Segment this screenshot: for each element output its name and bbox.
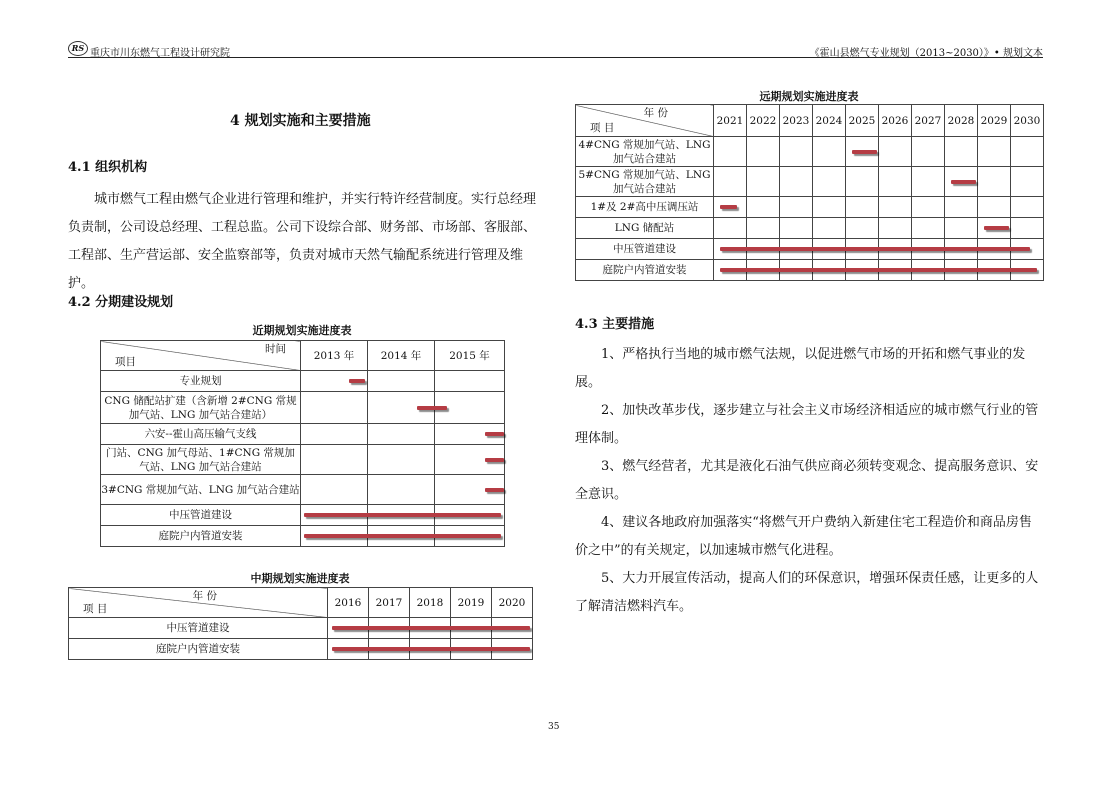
mid-table-caption: 中期规划实施进度表 [250,572,350,585]
paragraph-line: 3、燃气经营者，尤其是液化石油气供应商必须转变观念、提高服务意识、安 [601,459,1039,474]
schedule-bar [332,626,531,630]
schedule-bar [485,432,504,436]
year-header: 2023 [780,105,813,137]
schedule-bar [485,458,504,462]
table-row [576,218,1044,239]
paragraph-line: 城市燃气工程由燃气企业进行管理和维护，并实行特许经营制度。实行总经理 [94,192,537,207]
year-header: 2027 [912,105,945,137]
table-row [101,475,505,505]
table-corner-header [101,341,301,371]
schedule-bar [417,406,446,410]
table-row [101,445,505,475]
row-label: 中压管道建设 [576,239,714,260]
corner-top-label: 年 份 [643,107,668,119]
section-4-2-title: 4.2 分期建设规划 [68,295,174,310]
table-row [576,197,1044,218]
paragraph-line: 全意识。 [575,487,628,502]
year-header: 2024 [813,105,846,137]
schedule-bar [720,268,1037,272]
year-header: 2013 年 [301,341,368,371]
schedule-bar [332,647,531,651]
row-label: 庭院户内管道安装 [101,526,301,547]
schedule-bar [951,180,976,184]
year-header: 2028 [945,105,978,137]
paragraph-line: 了解清洁燃料汽车。 [575,599,693,614]
header-rule [68,57,1043,58]
paragraph-line: 2、加快改革步伐，逐步建立与社会主义市场经济相适应的城市燃气行业的管 [601,403,1039,418]
schedule-bar [720,247,1030,251]
paragraph-line: 1、严格执行当地的城市燃气法规，以促进燃气市场的开拓和燃气事业的发展。 [575,347,1026,390]
table-row [576,137,1044,167]
year-header: 2021 [714,105,747,137]
paragraph-line: 理体制。 [575,431,628,446]
year-header: 2019 [451,588,492,618]
paragraph-line: 5、大力开展宣传活动，提高人们的环保意识，增强环保责任感，让更多的人 [601,571,1039,586]
row-label: CNG 储配站扩建（含新增 2#CNG 常规加气站、LNG 加气站合建站） [101,392,301,424]
paragraph-line: 工程部、生产营运部、安全监察部等，负责对城市天然气输配系统进行管理及维护。 [68,248,524,291]
year-header: 2015 年 [435,341,505,371]
schedule-bar [304,513,501,517]
year-header: 2029 [978,105,1011,137]
year-header: 2014 年 [368,341,435,371]
far-term-schedule-table [575,104,1044,281]
schedule-bar [304,534,501,538]
row-label: 门站、CNG 加气母站、1#CNG 常规加气站、LNG 加气站合建站 [101,445,301,475]
rs-logo-icon: RS [68,41,88,56]
schedule-bar [852,150,877,154]
table-corner-header [69,588,328,618]
chapter-title: 4 规划实施和主要措施 [230,113,371,129]
row-label: 庭院户内管道安装 [69,639,328,660]
row-label: 六安--霍山高压输气支线 [101,424,301,445]
schedule-bar [984,226,1009,230]
page-number: 35 [548,722,560,732]
section-4-3-title: 4.3 主要措施 [575,317,655,332]
paragraph-line: 4、建议各地政府加强落实“将燃气开户费纳入新建住宅工程造价和商品房售 [601,515,1032,530]
section-4-3-body [575,341,1045,621]
far-table-caption: 远期规划实施进度表 [759,90,859,103]
corner-top-label: 年 份 [192,590,217,602]
row-label: 专业规划 [101,371,301,392]
year-header: 2016 [328,588,369,618]
year-header: 2017 [369,588,410,618]
header-doc-title: 《霍山县燃气专业规划（2013~2030）》• 规划文本 [809,48,1043,59]
schedule-bar [485,488,504,492]
schedule-bar [349,379,365,383]
corner-bottom-label: 项目 [115,356,136,368]
near-table-caption: 近期规划实施进度表 [252,324,352,337]
row-label: 4#CNG 常规加气站、LNG 加气站合建站 [576,137,714,167]
year-header: 2030 [1011,105,1044,137]
corner-bottom-label: 项 目 [590,122,615,134]
paragraph-line: 负责制，公司设总经理、工程总监。公司下设综合部、财务部、市场部、客服部、 [68,220,537,235]
table-corner-header [576,105,714,137]
paragraph-line: 价之中”的有关规定，以加速城市燃气化进程。 [575,543,842,558]
row-label: 1#及 2#高中压调压站 [576,197,714,218]
row-label: 5#CNG 常规加气站、LNG 加气站合建站 [576,167,714,197]
schedule-bar [720,205,737,209]
row-label: LNG 储配站 [576,218,714,239]
section-4-1-title: 4.1 组织机构 [68,160,148,175]
corner-bottom-label: 项 目 [83,603,108,615]
year-header: 2025 [846,105,879,137]
row-label: 3#CNG 常规加气站、LNG 加气站合建站 [101,475,301,505]
year-header: 2022 [747,105,780,137]
row-label: 中压管道建设 [101,505,301,526]
row-label: 庭院户内管道安装 [576,260,714,281]
section-4-1-body [68,186,548,298]
table-row [101,371,505,392]
corner-top-label: 时间 [265,343,286,355]
table-row [101,424,505,445]
year-header: 2018 [410,588,451,618]
year-header: 2026 [879,105,912,137]
year-header: 2020 [492,588,533,618]
header-org: 重庆市川东燃气工程设计研究院 [90,48,230,59]
row-label: 中压管道建设 [69,618,328,639]
